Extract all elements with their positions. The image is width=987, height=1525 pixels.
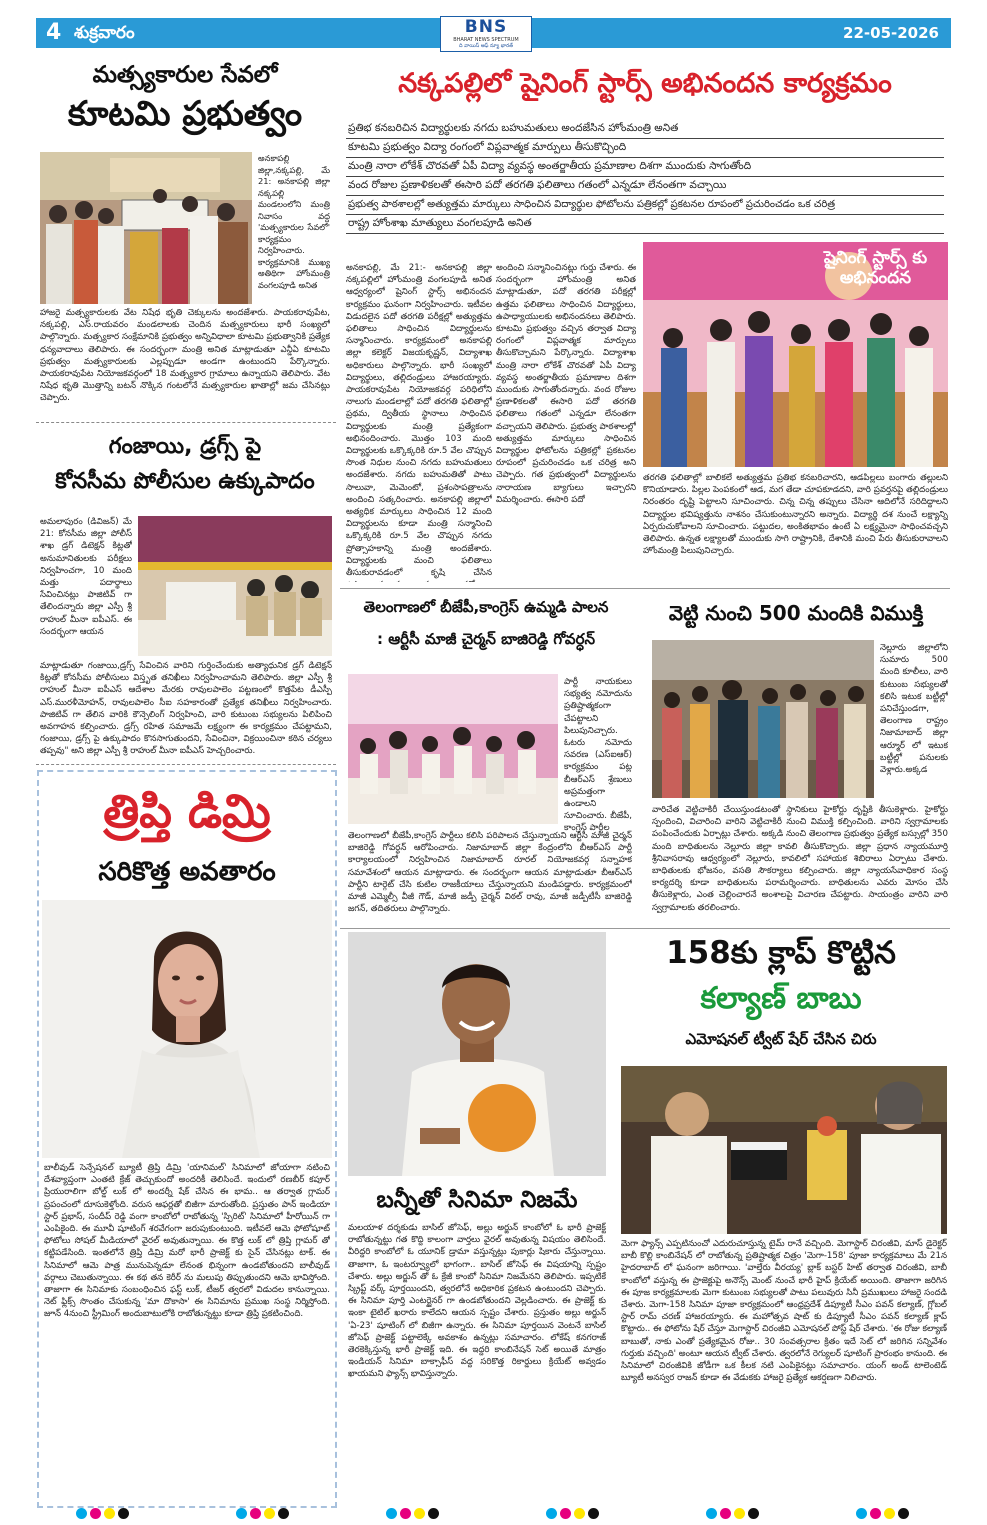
print-color-dots (706, 1508, 759, 1519)
vetti-photo (652, 640, 874, 798)
kalyan-body: మెగా ఫ్యాన్స్ ఎప్పటినుంచో ఎదురుచూస్తున్న టైమ్ రానే వచ్చింది. మెగాస్టార్ చిరంజీవి, మాస్ డైరెక్టర్ బాబీ కొల్లి కాంబినేషన్ లో రాబోతున్న ప్రతిష్టాత్మక చిత్రం 'మెగా-158' పూజా కార్యక్రమాలు మే 21న హైదరాబాద్ లో ఘనంగా జరిగాయి. 'వాల్తేరు వీరయ్య' బ్లాక్ బస్టర్ హిట్ తర్వాత చిరంజీవి, బాబీ కాంబోలో వస్తున్న ఈ ప్రాజెక్టుపై అనౌన్స్ మెంట్ నుంచే భారీ హైప్ క్రియేట్ అయింది. తాజాగా జరిగిన ఈ పూజ కార్యక్రమాలకు మెగా కుటుంబ సభ్యులతో పాటు పలువురు సినీ ప్రముఖులు హాజరై సందడి చేశారు. మెగా-158 సినిమా పూజా కార్యక్రమంలో ఆంధ్రప్రదేశ్ డిప్యూటీ సీఎం పవన్ కల్యాణ్, గ్లోబల్ స్టార్ రామ్ చరణ్ హాజరయ్యారు. ఈ మహోత్సవ షాట్ కు డిప్యూటీ సీఎం పవన్ కల్యాణ్ క్లాప్ కొట్టారు.. ఈ ఫోటోను షేర్ చేస్తూ మెగాస్టార్ చిరంజీవి ఎమోషనల్ పోస్ట్ షేర్ చేశారు. 'ఈ రోజు కల్యాణ్ బాబుతో, నాకు ఎంతో ప్రత్యేకమైన రోజు.. 30 సంవత్సరాల క్రితం ఇదే సెట్ లో జరిగిన సన్నివేశం గుర్తుకు వచ్చింది' అంటూ ఆయన ట్వీట్ చేశారు. త్వరలోనే రెగ్యులర్ షూటింగ్ ప్రారంభం కానుంది. ఈ సినిమాలో చిరంజీవికి జోడీగా ఒక కీలక నటి ఎంపికైనట్లు సమాచారం. యంగ్ అండ్ టాలెంటెడ్ బ్యూటీ అనస్వర రాజన్ కూడా ఈ వేడుకకు హాజరై ప్రత్యేక ఆకర్షణగా నిలిచారు. (621, 1239, 947, 1384)
tripti-photo (42, 900, 332, 1158)
tripti-headline: త్రిప్తి డిమ్రి (103, 784, 271, 838)
shining-stars-headline: నక్కపల్లిలో షైనింగ్ స్టార్స్ అభినందన కార్యక్రమం (398, 68, 892, 99)
vetti-side-text: నెల్లూరు జిల్లాలోని సుమారు 500 మంది కూలీలు, వారి కుటుంబ సభ్యులతో కలిసి ఇటుక బట్టీల్లో పనిచేస్తుండగా, తెలంగాణ రాష్ట్రం నిజామాబాద్ జిల్లా ఆర్మూర్ లో ఇటుక బట్టీల్లో పనులకు వెళ్లారు.అక్కడ (880, 643, 948, 776)
kalyan-headline-line-2: కల్యాణ్ బాబు (700, 981, 862, 1016)
divider (340, 928, 950, 929)
shining-stars-body-right: తరగతి ఫలితాల్లో బాలికలే అత్యుత్తమ ప్రతిభ కనబరిచారని, ఆడపిల్లలు బంగారు తల్లులని కొనియాడారు. పిల్లల పెంపకంలో ఆడ, మగ తేడా చూపకూడదని, వారి ప్రవర్తనపై తల్లిదండ్రులు నిరంతరం దృష్టి పెట్టాలని సూచించారు. చిన్న చిన్న తప్పులు చేసినా ఆదిలోనే సరిదిద్దాలని విద్యార్థుల భవిష్యత్తును నాశనం చేసుకుంటున్నారని అన్నారు. విద్యార్థి దశ నుంచే లక్ష్యాన్ని ఏర్పరుచుకోవాలని సూచించారు. పట్టుదల, అంకితభావం ఉంటే ఏ లక్ష్యమైనా సాధించవచ్చని తెలిపారు. ఉన్నత లక్ష్యాలతో ముందుకు సాగి రాష్ట్రానికి, దేశానికి మంచి పేరు తీసుకురావాలని హోంమంత్రి పిలుపునిచ్చారు. (643, 473, 948, 557)
shining-stars-body-column-1: అనకాపల్లి, మే 21:- అనకాపల్లి జిల్లా నక్కపల్లిలో హోంమంత్రి వంగలపూడి అనిత ఆధ్వర్యంలో షైనింగ్ స్టార్స్ అభినందన కార్యక్రమం ఘనంగా నిర్వహించారు. ఇటీవల విడుదలైన పదో తరగతి పరీక్షల్లో అత్యుత్తమ ఫలితాలు సాధించిన విద్యార్థులను సన్మానించారు. కార్యక్రమంలో అనకాపల్లి జిల్లా కలెక్టర్ విజయకృష్ణన్, విద్యాశాఖ అధికారులు పాల్గొన్నారు. భారీ సంఖ్యలో విద్యార్థులు, తల్లిదండ్రులు హాజరయ్యారు. పాయకరావుపేట నియోజకవర్గ పరిధిలోని నాలుగు మండలాల్లో పదో తరగతి ఫలితాల్లో ప్రథమ, ద్వితీయ స్థానాలు సాధించిన విద్యార్థులకు మంత్రి ప్రత్యేకంగా అభినందించారు. మొత్తం 103 మంది విద్యార్థులకు ఒక్కొక్కరికి రూ.5 వేల చొప్పున సొంత నిధుల నుంచి నగదు బహుమతులు అందజేశారు. నగదు బహుమతితో పాటు సాలువా, మెమెంటో, ప్రశంసాపత్రాలను అందించి సత్కరించారు. అనకాపల్లి జిల్లాలో అత్యధిక మార్కులు సాధించిన 12 మంది విద్యార్థులను కూడా మంత్రి సన్మానించి ఒక్కొక్కరికి రూ.5 వేల చొప్పున నగదు ప్రోత్సాహకాన్ని మంత్రి అందజేశారు. విద్యార్థులకు మంచి ఫలితాలు తీసుకురావడంలో కృషి చేసిన (346, 263, 492, 579)
fishermen-kicker: మత్స్యకారుల సేవలో (92, 62, 278, 88)
print-color-dots (386, 1508, 439, 1519)
tripti-body: బాలీవుడ్ సెన్సేషనల్ బ్యూటీ త్రిప్తి డిమ్రి 'యానిమల్' సినిమాలో జోయాగా నటించి దేశవ్యాప్తంగా ఎంతటి క్రేజ్ తెచ్చుకుందో అందరికీ తెలిసిందే. ఇందులో రణబీర్ కపూర్ ప్రియురాలిగా బోల్డ్ లుక్ లో అందర్నీ షేక్ చేసిన ఈ భామ.. ఆ తర్వాత గ్లామర్ ప్రపంచంలో దూసుకెళ్తోంది. వరుస ఆఫర్లతో బిజీగా మారుతోంది. ప్రస్తుతం పాన్ ఇండియా స్టార్ ప్రభాస్, సందీప్ రెడ్డి వంగా కాంబోలో రాబోతున్న 'స్పిరిట్' సినిమాలో హీరోయిన్ గా ఎంపికైంది. ఈ మూవీ షూటింగ్ శరవేగంగా జరుపుకుంటుంది. ఇటీవలే ఆమె ఫోటోషూట్ ఫోటోలు సోషల్ మీడియాలో వైరల్ అవుతున్నాయి. ఈ కొత్త లుక్ లో త్రిప్తి గ్లామర్ తో కట్టిపడేసింది. ఇంతలోనే త్రిప్తి డిమ్రి మరో భారీ ప్రాజెక్ట్ కు సైన్ చేసినట్లు టాక్. ఈ సినిమాలో ఆమె పాత్ర మునుపెన్నడూ లేనంత భిన్నంగా ఉండబోతుందని బాలీవుడ్ వర్గాలు చెబుతున్నాయి. ఈ కథ తన కెరీర్ ను మలుపు తిప్పుతుందని ఆమె భావిస్తోంది. తాజాగా ఈ సినిమాకు సంబంధించిన ఫస్ట్ లుక్, టీజర్ త్వరలో విడుదల కానున్నాయి. నెట్ ఫ్లిక్స్ సొంతం చేసుకున్న 'మా దొకాసా' ఈ సినిమాను ప్రముఖ సంస్థ నిర్మిస్తోంది. జూన్ 4నుంచి స్ట్రీమింగ్ అందుబాటులోకి రాబోతున్నట్టు కూడా త్రిప్తి ప్రకటించింది. (44, 1163, 330, 1320)
telangana-body: తెలంగాణలో బీజేపీ,కాంగ్రెస్ పార్టీలు కలిసి పరిపాలన చేస్తున్నాయని ఆర్టీసీ మాజీ చైర్మన్ బాజిరెడ్డి గోవర్ధన్ ఆరోపించారు. నిజామాబాద్ జిల్లా కేంద్రంలోని బీఆర్ఎస్ పార్టీ కార్యాలయంలో నిర్వహించిన నిజామాబాద్ రూరల్ నియోజకవర్గ సన్నాహక సమావేశంలో ఆయన మాట్లాడారు. ఈ సందర్భంగా ఆయన మాట్లాడుతూ బీఆర్ఎస్ పార్టీని టార్గెట్ చేసి కుటిల రాజకీయాలు చేస్తున్నాయని మండిపడ్డారు. కార్యక్రమంలో మాజీ ఎమ్మెల్సీ వీజీ గౌడ్, మాజీ జడ్పీ చైర్మన్ విఠల్ రావు, మాజీ జడ్పీటీసీ బాజిరెడ్డి జగన్, తదితరులు పాల్గొన్నారు. (348, 831, 632, 915)
page-number: 4 (46, 20, 62, 45)
print-color-dots (856, 1508, 909, 1519)
print-color-dots (546, 1508, 599, 1519)
kalyan-photo (621, 1066, 947, 1234)
bullet-item: వంద రోజుల ప్రణాళికలతో ఈసారి పదో తరగతి ఫలితాలు గతంలో ఎన్నడూ లేనంతగా వచ్చాయి (346, 177, 944, 196)
divider (36, 764, 336, 765)
fishermen-body: హాజరై మత్స్యకారులకు వేట నిషేధ భృతి చెక్కులను అందజేశారు. పాయకరావుపేట, నక్కపల్లి, ఎస్.రాయవరం మండలాలకు చెందిన మత్స్యకారులు భారీ సంఖ్యలో పాల్గొన్నారు. మత్స్యకార సంక్షేమానికి ప్రభుత్వం అన్నివిధాలా కూటమి ప్రభుత్వానికి ప్రత్యేక ధన్యవాదాలు తెలిపారు. ఈ సందర్భంగా మంత్రి అనిత మాట్లాడుతూ ఎన్డీఏ కూటమి ప్రభుత్వం మత్స్యకారులకు ఎల్లప్పుడూ అండగా ఉంటుందని పేర్కొన్నారు. పాయకరావుపేట నియోజకవర్గంలో 18 మత్స్యకార గ్రామాలు ఉన్నాయని తెలిపారు. వేట నిషేధ భృతి మొత్తాన్ని బటన్ నొక్కిన గంటలోనే మత్స్యకారుల ఖాతాల్లో జమ చేసినట్లు చెప్పారు. (40, 308, 330, 404)
bullet-item: ప్రభుత్వ పాఠశాలల్లో అత్యుత్తమ మార్కులు సాధించిన విద్యార్థుల ఫోటోలను పత్రికల్లో ప్రకటనల రూపంలో ప్రచురించడం ఒక చరిత్ర (346, 196, 944, 215)
ganja-kicker: గంజాయి, డ్రగ్స్ పై (108, 434, 262, 459)
fishermen-headline: కూటమి ప్రభుత్వం (67, 94, 303, 134)
logo-tagline: ది వాయిస్ ఆఫ్ న్యూ భారత్ (459, 43, 513, 49)
divider (340, 588, 950, 589)
shining-stars-body-column-2: అందించి సన్మానించినట్లు గుర్తు చేశారు. ఈ సందర్భంగా హోంమంత్రి అనిత మాట్లాడుతూ, పదో తరగతి పరీక్షల్లో ఉత్తమ ఫలితాలు సాధించిన విద్యార్థులు, ఉపాధ్యాయులకు అభినందనలు తెలిపారు. కూటమి ప్రభుత్వం వచ్చిన తర్వాత విద్యా రంగంలో విప్లవాత్మక మార్పులు తీసుకొచ్చామని పేర్కొన్నారు. విద్యాశాఖ మంత్రి నారా లోకేశ్ చొరవతో ఏపీ విద్యా వ్యవస్థ అంతర్జాతీయ ప్రమాణాల దిశగా ముందుకు సాగుతోందన్నారు. వంద రోజుల ప్రణాళికలతో ఈసారి పదో తరగతి ఫలితాలు గతంలో ఎన్నడూ లేనంతగా వచ్చాయని తెలిపారు. ప్రభుత్వ పాఠశాలల్లో అత్యుత్తమ మార్కులు సాధించిన విద్యార్థుల ఫోటోలను పత్రికల్లో ప్రకటనల రూపంలో ప్రచురించడం ఒక చరిత్ర అని చెప్పారు. గత ప్రభుత్వంలో విద్యార్థులను నారాయణ బ్యాగులు ఇచ్చారని విమర్శించారు. ఈసారి పదో (496, 263, 636, 505)
ganja-side-text: అమలాపురం (డివిజన్) మే 21: కోనసీమ జిల్లా పోలీస్ శాఖ డ్రగ్ డిటెక్షన్ కిట్లతో అనుమానితులకు పరీక్షలు నిర్వహించగా, 10 మంది మత్తు పదార్థాలు సేవించినట్లు పాజిటివ్ గా తేలిందన్నారు జిల్లా ఎస్పీ శ్రీ రాహుల్ మీనా ఐపీఎస్. ఈ సందర్భంగా ఆయన (40, 517, 132, 637)
kalyan-subheadline: ఎమోషనల్ ట్వీట్ షేర్ చేసిన చిరు (685, 1030, 877, 1048)
vetti-headline: వెట్టి నుంచి 500 మందికి విముక్తి (668, 601, 924, 625)
fishermen-photo (40, 152, 252, 304)
kalyan-headline-line-1: 158కు క్లాప్ కొట్టిన (666, 935, 896, 971)
bullet-item: ప్రతిభ కనబరిచిన విద్యార్థులకు నగదు బహుమతులు అందజేసిన హోంమంత్రి అనిత (346, 120, 944, 139)
print-color-dots (236, 1508, 289, 1519)
fishermen-side-text: అనకాపల్లి జిల్లా,నక్కపల్లి, మే 21: అనకాపల్లి జిల్లా నక్కపల్లి మండలంలోని మంత్రి నివాసం వద్ద 'మత్స్యకారుల సేవలో' కార్యక్రమం నిర్వహించారు. కార్యక్రమానికి ముఖ్య అతిథిగా హోంమంత్రి వంగలపూడి అనిత (258, 153, 330, 290)
vetti-body: వారిచేత వెట్టిచాకిరీ చేయిస్తుండటంతో స్థానికులు హైకోర్టు దృష్టికి తీసుకెళ్లారు. హైకోర్టు స్పందించి, విచారించి వారిని వెట్టిచాకిరీ నుంచి విముక్తి కల్పించింది. వారిని స్వగ్రామాలకు పంపించేందుకు ఏర్పాట్లు చేశారు. అక్కడి నుంచి తెలంగాణ ప్రభుత్వం ప్రత్యేక బస్సుల్లో 350 మంది బాధితులను నెల్లూరు జిల్లా కావలి తీసుకొచ్చారు. జిల్లా ప్రధాన న్యాయమూర్తి శ్రీనివాసరావు ఆధ్వర్యంలో నెల్లూరు, కావలిలో సహాయక శిబిరాలు ఏర్పాటు చేశారు. బాధితులకు భోజనం, వసతి సౌకర్యాలు కల్పించారు. జిల్లా న్యాయసేవాధికార సంస్థ కార్యదర్శి కూడా బాధితులను పరామర్శించారు. బాధితులను ఎవరు మోసం చేసి తీసుకెళ్లారు, ఎంత చెల్లించారనే అంశాలపై విచారణ చేపట్టారు. సాయంత్రం వారిని వారి స్వగ్రామాలకు తరలించారు. (652, 805, 948, 913)
day-name: శుక్రవారం (74, 23, 135, 43)
issue-date: 22-05-2026 (843, 24, 939, 42)
ganja-headline: కోనసీమ పోలీసుల ఉక్కుపాదం (55, 469, 315, 494)
shining-stars-bullets (346, 120, 944, 234)
logo-subtitle: BHARAT NEWS SPECTRUM (453, 37, 519, 43)
ganja-body: మాట్లాడుతూ గంజాయి,డ్రగ్స్ సేవించిన వారిని గుర్తించేందుకు అత్యాధునిక డ్రగ్ డిటెక్షన్ కిట్లతో కోనసీమ పోలీసులు విస్తృత తనిఖీలు నిర్వహించామని తెలిపారు. జిల్లా ఎస్పీ శ్రీ రాహుల్ మీనా ఐపీఎస్ ఆదేశాల మేరకు రావులపాలెం పట్టణంలో కొత్తపేట డీఎస్పీ ఎస్.మురళీమోహన్, రావులపాలెం సీఐ సహకారంతో ప్రత్యేక తనిఖీలు నిర్వహించారు. పాజిటివ్ గా తేలిన వారికి కౌన్సెలింగ్ నిర్వహించి, వారి కుటుంబ సభ్యులను పిలిపించి అవగాహన కల్పించారు. డ్రగ్స్ రహిత సమాజమే లక్ష్యంగా ఈ కార్యక్రమం చేపట్టామని, గంజాయి, డ్రగ్స్ పై ఉక్కుపాదం కొనసాగుతుందని, సేవించినా, విక్రయించినా కఠిన చర్యలు తప్పవు" అని జిల్లా ఎస్పీ శ్రీ రాహుల్ మీనా ఐపీఎస్ హెచ్చరించారు. (40, 661, 332, 757)
newspaper-logo (440, 16, 532, 52)
bunny-body: మలయాళ దర్శకుడు బాసిల్ జోసెఫ్, అల్లు అర్జున్ కాంబోలో ఓ భారీ ప్రాజెక్ట్ రాబోతున్నట్టు గత కొద్ది కాలంగా వార్తలు వైరల్ అవుతున్న విషయం తెలిసిందే. వీరిద్దరి కాంబోలో ఓ యూనిక్ డ్రామా వస్తున్నట్లు పుకార్లు షికారు చేస్తున్నాయి. తాజాగా, ఓ ఇంటర్వ్యూలో భాగంగా.. బాసిల్ జోసెఫ్ ఈ విషయాన్ని స్పష్టం చేశారు. అల్లు అర్జున్ తో ఓ క్రేజీ కాంబో సినిమా నిజమేనని తెలిపారు. ఇప్పటికే స్క్రిప్ట్ వర్క్ పూర్తయిందని, త్వరలోనే అధికారిక ప్రకటన ఉంటుందని చెప్పారు. ఈ సినిమా పూర్తి ఎంటర్టైనర్ గా ఉండబోతుందని వెల్లడించారు. ఈ ప్రాజెక్ట్ కు ఇంకా టైటిల్ ఖరారు కాలేదని ఆయన స్పష్టం చేశారు. ప్రస్తుతం అల్లు అర్జున్ 'ఏ-23' షూటింగ్ లో బిజీగా ఉన్నారు. ఈ సినిమా పూర్తయిన వెంటనే బాసిల్ జోసెఫ్ ప్రాజెక్ట్ పట్టాలెక్కే అవకాశం ఉన్నట్లు సమాచారం. లోకేష్ కనగరాజ్ తెరకెక్కిస్తున్న భారీ ప్రాజెక్ట్ ఇది. ఈ ఇద్దరి కాంబినేషన్ సెట్ అయితే మాత్రం ఇండియన్ సినిమా బాక్సాఫీస్ వద్ద సరికొత్త రికార్డులు క్రియేట్ అవ్వడం ఖాయమని ఫ్యాన్స్ భావిస్తున్నారు. (348, 1223, 606, 1380)
bunny-photo (348, 932, 606, 1176)
tripti-subheadline: సరికొత్త అవతారం (98, 857, 276, 887)
print-color-dots (76, 1508, 129, 1519)
telangana-headline-line-1: తెలంగాణలో బీజేపీ,కాంగ్రెస్ ఉమ్మడి పాలన (363, 598, 609, 616)
bullet-item: కూటమి ప్రభుత్వం విద్యా రంగంలో విప్లవాత్మక మార్పులు తీసుకొచ్చింది (346, 139, 944, 158)
telangana-side-text: పార్టీ నాయకులు సభ్యత్వ నమోదును ప్రతిష్టాత్మకంగా చేపట్టాలని పిలుపునిచ్చారు. ఓటరు నమోదు సవరణ (ఎస్ఐఆర్) కార్యక్రమం పట్ల బీఆర్ఎస్ శ్రేణులు అప్రమత్తంగా ఉండాలని సూచించారు. బీజేపీ, కాంగ్రెస్ పార్టీల (564, 677, 632, 834)
bullet-item: రాష్ట్ర హోంశాఖ మాత్యులు వంగలపూడి అనిత (346, 215, 944, 234)
bullet-item: మంత్రి నారా లోకేశ్ చొరవతో ఏపీ విద్యా వ్యవస్థ అంతర్జాతీయ ప్రమాణాల దిశగా ముందుకు సాగుతోంది (346, 158, 944, 177)
telangana-photo (348, 674, 558, 824)
bunny-headline: బన్నీతో సినిమా నిజమే (376, 1187, 578, 1213)
telangana-headline-line-2: : ఆర్టీసీ మాజీ చైర్మన్ బాజిరెడ్డి గోవర్ధన్ (376, 630, 595, 648)
logo-name: BNS (464, 17, 508, 37)
divider (36, 422, 336, 423)
ganja-photo (138, 516, 332, 656)
shining-stars-photo (643, 242, 948, 467)
photo-banner-text: షైనింగ్ స్టార్స్ కు అభినందన (823, 248, 928, 288)
